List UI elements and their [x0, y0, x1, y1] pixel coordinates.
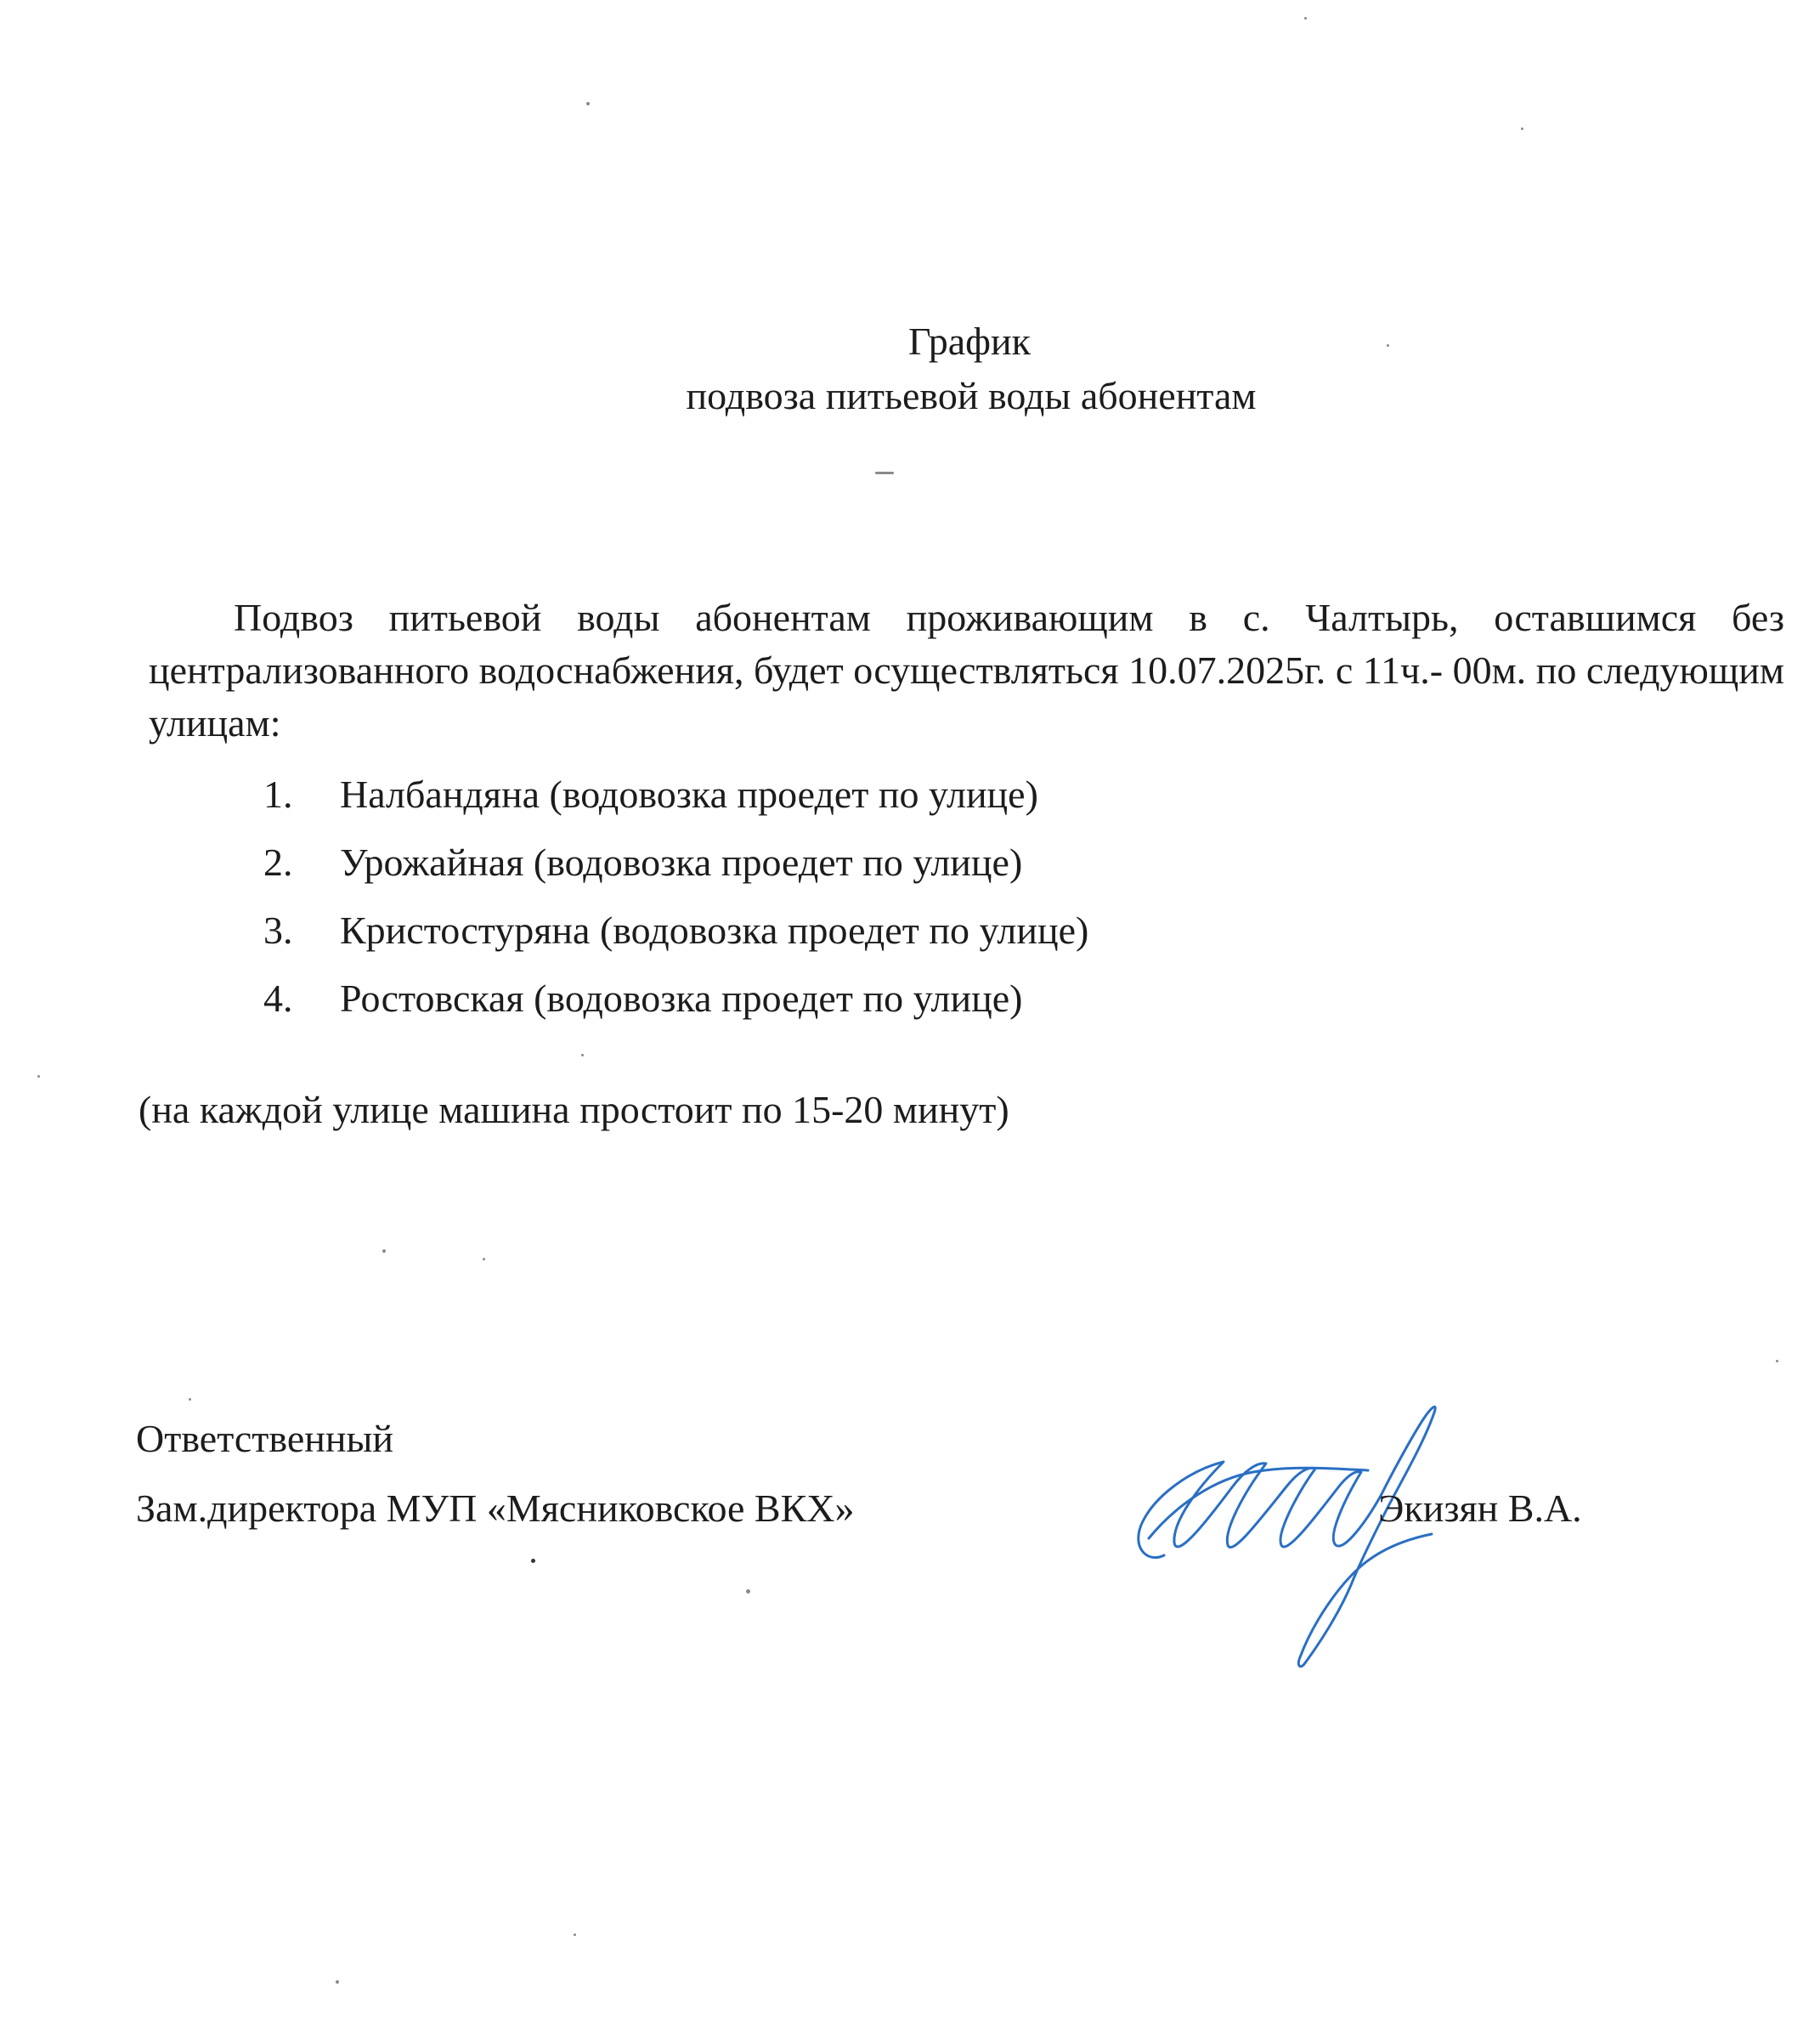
street-item-3 — [263, 897, 1088, 965]
street-item-1 — [263, 761, 1088, 829]
waiting-time-note: (на каждой улице машина простоит по 15-20 минут) — [138, 1088, 1009, 1131]
scan-speck — [746, 1589, 750, 1594]
scan-speck — [1521, 127, 1523, 130]
street-number: 1. — [263, 773, 293, 816]
street-number: 2. — [263, 841, 293, 884]
scan-speck — [531, 1559, 535, 1563]
street-list — [263, 761, 1088, 1033]
signatory-block — [136, 1404, 855, 1543]
scan-speck — [37, 1075, 40, 1078]
scan-speck — [581, 1054, 584, 1056]
street-item-2 — [263, 829, 1088, 897]
street-number: 3. — [263, 909, 293, 952]
signatory-role: Ответственный — [136, 1417, 393, 1460]
document-subtitle: подвоза питьевой воды абонентам — [686, 374, 1257, 417]
scan-speck — [382, 1249, 386, 1253]
document-title: График — [908, 320, 1031, 363]
street-text: Налбандяна (водовозка проедет по улице) — [340, 773, 1038, 816]
signatory-position: Зам.директора МУП «Мясниковское ВКХ» — [136, 1486, 855, 1530]
street-text: Урожайная (водовозка проедет по улице) — [340, 841, 1023, 884]
scan-speck — [336, 1980, 339, 1984]
scan-speck — [1304, 17, 1307, 20]
document-header — [0, 314, 1820, 423]
street-text: Ростовская (водовозка проедет по улице) — [340, 977, 1023, 1020]
street-text: Кристостуряна (водовозка проедет по улице) — [340, 909, 1089, 952]
scan-speck — [875, 472, 894, 474]
schedule-paragraph: Подвоз питьевой воды абонентам проживающим в с. Чалтырь, оставшимся без централизованного водоснабжения, будет осуществляться 10.07.2025г. с 11ч.- 00м. по следующим улицам: — [149, 596, 1784, 745]
signatory-name: Экизян В.А. — [1378, 1486, 1582, 1530]
street-number: 4. — [263, 977, 293, 1020]
scan-speck — [586, 102, 590, 105]
scan-speck — [189, 1398, 191, 1401]
scan-speck — [574, 1934, 576, 1936]
scan-speck — [483, 1258, 485, 1260]
street-item-4 — [263, 965, 1088, 1033]
scan-speck — [1776, 1360, 1778, 1362]
scan-speck — [1387, 344, 1389, 347]
